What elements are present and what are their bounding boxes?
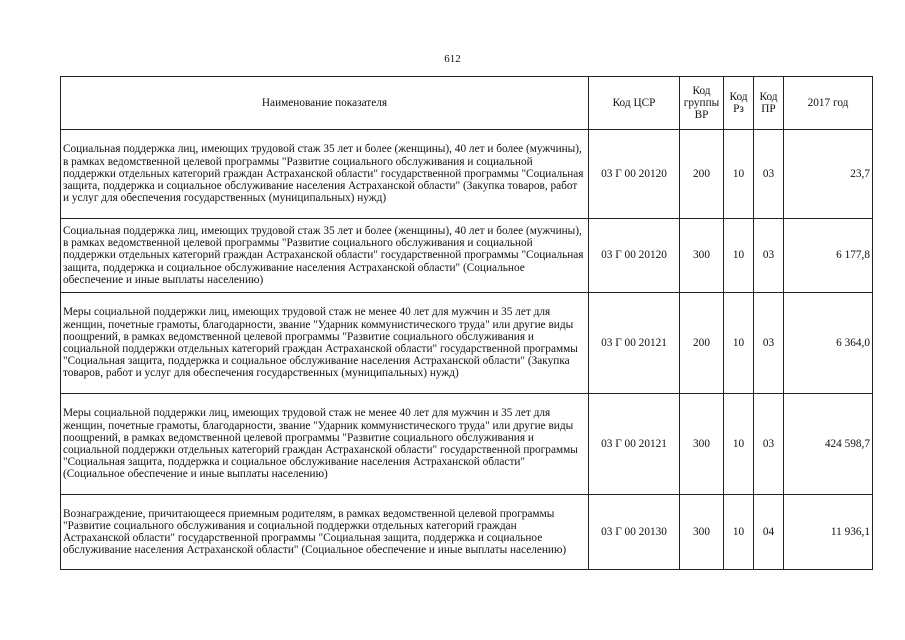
row-name: Меры социальной поддержки лиц, имеющих трудовой стаж не менее 40 лет для мужчин и 35 лет для женщин, почетные грамоты, благодарности, звание "Ударник коммунистического труда" или другие виды поощрений, в рамках ведомственной целевой программы "Развитие социального обслуживания и социальной поддержки отдельных категорий граждан Астраханской области" государственной программы "Социальная защита, поддержка и социальное обслуживание населения Астраханской области" (Закупка товаров, работ и услуг для обеспечения государственных (муниципальных) нужд) — [61, 293, 589, 394]
row-name: Вознаграждение, причитающееся приемным родителям, в рамках ведомственной целевой программы "Развитие социального обслуживания и социальной поддержки отдельных категорий граждан Астраханской области" государственной программы "Социальная защита, поддержка и социальное обслуживание населения Астраханской области" (Социальное обеспечение и иные выплаты населению) — [61, 495, 589, 570]
row-amount: 11 936,1 — [784, 495, 873, 570]
row-amount: 23,7 — [784, 130, 873, 219]
row-pr: 03 — [754, 293, 784, 394]
row-pr: 03 — [754, 394, 784, 495]
header-vr: Код группы ВР — [680, 77, 724, 130]
row-vr: 200 — [680, 130, 724, 219]
row-rz: 10 — [724, 394, 754, 495]
header-name: Наименование показателя — [61, 77, 589, 130]
table-row — [61, 293, 873, 394]
row-vr: 300 — [680, 495, 724, 570]
table-row — [61, 130, 873, 219]
row-csr: 03 Г 00 20120 — [589, 130, 680, 219]
row-name: Меры социальной поддержки лиц, имеющих трудовой стаж не менее 40 лет для мужчин и 35 лет для женщин, почетные грамоты, благодарности, звание "Ударник коммунистического труда" или другие виды поощрений, в рамках ведомственной целевой программы "Развитие социального обслуживания и социальной поддержки отдельных категорий граждан Астраханской области" государственной программы "Социальная защита, поддержка и социальное обслуживание населения Астраханской области" (Социальное обеспечение и иные выплаты населению) — [61, 394, 589, 495]
row-amount: 6 364,0 — [784, 293, 873, 394]
row-amount: 424 598,7 — [784, 394, 873, 495]
row-rz: 10 — [724, 495, 754, 570]
row-name: Социальная поддержка лиц, имеющих трудовой стаж 35 лет и более (женщины), 40 лет и более (мужчины), в рамках ведомственной целевой программы "Развитие социального обслуживания и социальной поддержки отдельных категорий граждан Астраханской области" государственной программы "Социальная защита, поддержка и социальное обслуживание населения Астраханской области" (Социальное обеспечение и иные выплаты населению) — [61, 219, 589, 293]
row-csr: 03 Г 00 20130 — [589, 495, 680, 570]
header-year: 2017 год — [784, 77, 873, 130]
header-csr: Код ЦСР — [589, 77, 680, 130]
row-csr: 03 Г 00 20121 — [589, 394, 680, 495]
row-csr: 03 Г 00 20120 — [589, 219, 680, 293]
row-csr: 03 Г 00 20121 — [589, 293, 680, 394]
row-name: Социальная поддержка лиц, имеющих трудовой стаж 35 лет и более (женщины), 40 лет и более (мужчины), в рамках ведомственной целевой программы "Развитие социального обслуживания и социальной поддержки отдельных категорий граждан Астраханской области" государственной программы "Социальная защита, поддержка и социальное обслуживание населения Астраханской области" (Закупка товаров, работ и услуг для обеспечения государственных (муниципальных) нужд) — [61, 130, 589, 219]
row-rz: 10 — [724, 219, 754, 293]
row-pr: 03 — [754, 130, 784, 219]
row-pr: 03 — [754, 219, 784, 293]
header-rz: Код Рз — [724, 77, 754, 130]
table-row — [61, 219, 873, 293]
row-pr: 04 — [754, 495, 784, 570]
row-rz: 10 — [724, 293, 754, 394]
page-number: 612 — [444, 53, 461, 65]
row-rz: 10 — [724, 130, 754, 219]
table-row — [61, 495, 873, 570]
budget-table — [60, 76, 873, 570]
table-row — [61, 394, 873, 495]
row-amount: 6 177,8 — [784, 219, 873, 293]
header-pr: Код ПР — [754, 77, 784, 130]
table-header-row — [61, 77, 873, 130]
row-vr: 200 — [680, 293, 724, 394]
row-vr: 300 — [680, 219, 724, 293]
row-vr: 300 — [680, 394, 724, 495]
